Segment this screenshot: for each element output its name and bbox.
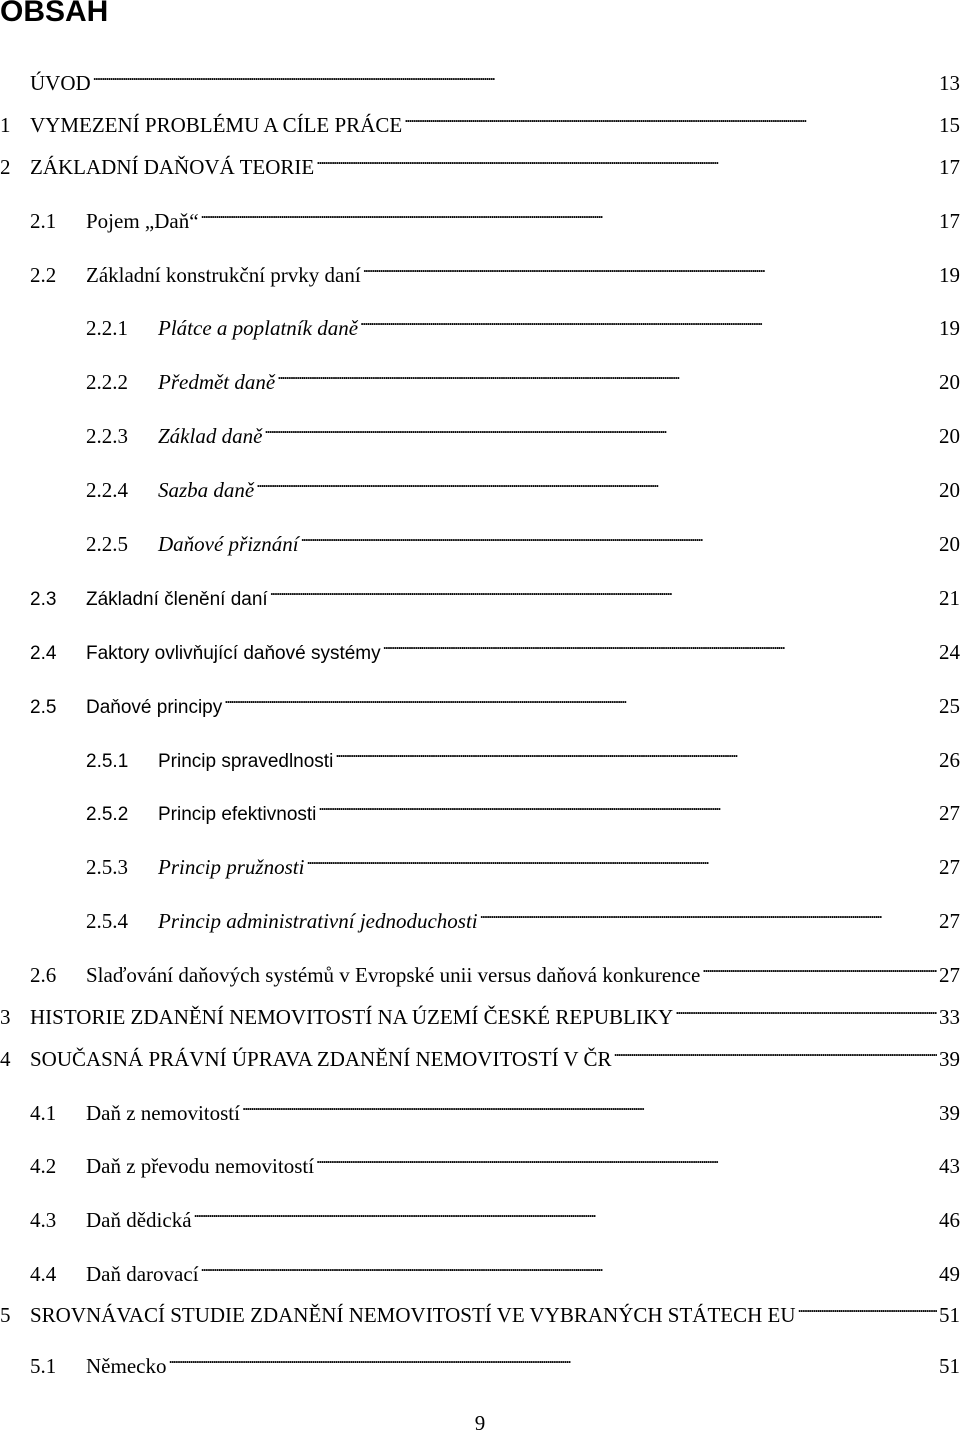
toc-entry[interactable]: [0, 521, 960, 556]
toc-entry-title: SOUČASNÁ PRÁVNÍ ÚPRAVA ZDANĚNÍ NEMOVITOSTÍ V ČR: [30, 1047, 612, 1071]
toc-entry-number: 2.5.4: [86, 909, 128, 933]
toc-entry-number: 2.2: [30, 263, 57, 287]
toc-entry-title: Faktory ovlivňující daňové systémy: [86, 643, 381, 664]
toc-entry-title: Daň darovací: [86, 1262, 199, 1286]
toc-dot-leader: [168, 1343, 937, 1373]
toc-dot-leader: [316, 144, 937, 174]
toc-entry[interactable]: [0, 629, 960, 664]
toc-entry[interactable]: [0, 305, 960, 340]
toc-entry-page: 25: [939, 694, 960, 718]
toc-entry-title: Předmět daně: [158, 370, 276, 394]
toc-entry-number: 2.2.2: [86, 370, 128, 394]
toc-entry-number: 2: [0, 155, 11, 179]
toc-entry-page: 20: [939, 370, 960, 394]
toc-entry-page: 21: [939, 586, 960, 610]
toc-entry-title: Princip pružnosti: [158, 855, 305, 879]
toc-dot-leader: [242, 1090, 937, 1120]
toc-entry-number: 2.1: [30, 209, 57, 233]
toc-entry-title: Základní konstrukční prvky daní: [86, 263, 361, 287]
toc-entry-page: 27: [939, 963, 960, 987]
toc-entry-page: 43: [939, 1154, 960, 1178]
toc-dot-leader: [335, 737, 937, 767]
toc-entry-number: 2.5.2: [86, 804, 129, 825]
toc-dot-leader: [318, 790, 937, 820]
toc-entry-title: Daňové přiznání: [158, 532, 299, 556]
toc-entry-page: 27: [939, 801, 960, 825]
toc-entry-title: Sazba daně: [158, 478, 255, 502]
toc-entry-title: Plátce a poplatník daně: [158, 316, 359, 340]
toc-dot-leader: [277, 359, 937, 389]
toc-entry-number: 4.3: [30, 1208, 57, 1232]
toc-entry[interactable]: [0, 1090, 960, 1125]
toc-entry-number: 2.6: [30, 963, 57, 987]
toc-dot-leader: [613, 1036, 937, 1066]
toc-entry-page: 27: [939, 909, 960, 933]
toc-entry[interactable]: [0, 790, 960, 825]
page-number: 9: [474, 1411, 486, 1435]
toc-entry-title: Německo: [86, 1354, 167, 1378]
toc-entry-title: SROVNÁVACÍ STUDIE ZDANĚNÍ NEMOVITOSTÍ VE VYBRANÝCH STÁTECH EU: [30, 1303, 796, 1327]
toc-entry-title: HISTORIE ZDANĚNÍ NEMOVITOSTÍ NA ÚZEMÍ ČESKÉ REPUBLIKY: [30, 1005, 674, 1029]
toc-entry[interactable]: [0, 898, 960, 933]
toc-entry-title: Daň dědická: [86, 1208, 192, 1232]
toc-entry-title: VYMEZENÍ PROBLÉMU A CÍLE PRÁCE: [30, 113, 403, 137]
toc-entry-page: 39: [939, 1101, 960, 1125]
toc-entry-page: 19: [939, 316, 960, 340]
toc-entry[interactable]: [0, 994, 960, 1029]
toc-entry[interactable]: [0, 1197, 960, 1232]
toc-entry-number: 2.5.3: [86, 855, 128, 879]
toc-entry[interactable]: [0, 144, 960, 179]
toc-entry[interactable]: [0, 575, 960, 610]
toc-entry-page: 15: [939, 113, 960, 137]
toc-entry-page: 51: [939, 1354, 960, 1378]
toc-entry[interactable]: [0, 1143, 960, 1178]
toc-dot-leader: [224, 683, 937, 713]
toc-dot-leader: [270, 575, 937, 605]
toc-entry[interactable]: [0, 60, 960, 95]
toc-entry[interactable]: [0, 1292, 960, 1327]
toc-entry[interactable]: [0, 413, 960, 448]
toc-entry[interactable]: [0, 952, 960, 987]
toc-entry[interactable]: [0, 198, 960, 233]
toc-entry-page: 20: [939, 424, 960, 448]
toc-entry-page: 19: [939, 263, 960, 287]
toc-entry-page: 26: [939, 748, 960, 772]
toc-entry-page: 20: [939, 478, 960, 502]
toc-entry-page: 46: [939, 1208, 960, 1232]
toc-entry-number: 4.4: [30, 1262, 57, 1286]
toc-entry[interactable]: [0, 683, 960, 718]
toc-entry[interactable]: [0, 1251, 960, 1286]
toc-entry-number: 4.1: [30, 1101, 57, 1125]
toc-entry-title: Princip efektivnosti: [158, 804, 317, 825]
toc-entry[interactable]: [0, 737, 960, 772]
toc-dot-leader: [404, 102, 937, 132]
toc-entry-page: 51: [939, 1303, 960, 1327]
toc-dot-leader: [301, 521, 937, 551]
toc-entry-page: 49: [939, 1262, 960, 1286]
toc-entry-number: 2.3: [30, 589, 57, 610]
toc-dot-leader: [264, 413, 937, 443]
toc-entry[interactable]: [0, 1036, 960, 1071]
toc-dot-leader: [480, 898, 937, 928]
toc-entry[interactable]: [0, 359, 960, 394]
toc-entry[interactable]: [0, 102, 960, 137]
toc-entry[interactable]: [0, 252, 960, 287]
toc-entry-number: 2.2.5: [86, 532, 128, 556]
toc-entry-number: 5.1: [30, 1354, 57, 1378]
toc-entry-title: ZÁKLADNÍ DAŇOVÁ TEORIE: [30, 155, 315, 179]
toc-entry[interactable]: [0, 467, 960, 502]
toc-entry-number: 3: [0, 1005, 11, 1029]
toc-entry-number: 4: [0, 1047, 11, 1071]
toc-entry[interactable]: [0, 844, 960, 879]
toc-entry-number: 4.2: [30, 1154, 57, 1178]
toc-entry-number: 5: [0, 1303, 11, 1327]
toc-entry-title: ÚVOD: [30, 71, 91, 95]
toc-dot-leader: [201, 198, 937, 228]
toc-entry-page: 27: [939, 855, 960, 879]
toc-entry-number: 2.5.1: [86, 751, 129, 772]
toc-dot-leader: [675, 994, 937, 1024]
toc-entry-title: Princip administrativní jednoduchosti: [158, 909, 478, 933]
toc-entry-title: Základ daně: [158, 424, 263, 448]
toc-entry-title: Základní členění daní: [86, 589, 268, 610]
toc-dot-leader: [93, 60, 937, 90]
toc-dot-leader: [256, 467, 937, 497]
toc-entry-page: 13: [939, 71, 960, 95]
toc-entry-title: Daň z převodu nemovitostí: [86, 1154, 315, 1178]
page-title: OBSAH: [0, 0, 109, 28]
toc-dot-leader: [306, 844, 937, 874]
toc-entry-number: 2.2.3: [86, 424, 128, 448]
toc-entry-title: Daň z nemovitostí: [86, 1101, 240, 1125]
toc-entry-number: 2.2.4: [86, 478, 128, 502]
toc-dot-leader: [383, 629, 937, 659]
toc-dot-leader: [363, 252, 937, 282]
toc-entry-page: 17: [939, 155, 960, 179]
toc-entry-title: Daňové principy: [86, 697, 223, 718]
toc-entry[interactable]: [0, 1343, 960, 1378]
toc-dot-leader: [702, 952, 937, 982]
toc-entry-title: Princip spravedlnosti: [158, 751, 334, 772]
toc-entry-number: 2.4: [30, 643, 57, 664]
toc-dot-leader: [798, 1292, 937, 1322]
toc-entry-page: 20: [939, 532, 960, 556]
toc-dot-leader: [201, 1251, 937, 1281]
toc-entry-page: 39: [939, 1047, 960, 1071]
toc-entry-number: 2.2.1: [86, 316, 128, 340]
toc-entry-page: 17: [939, 209, 960, 233]
toc-entry-number: 2.5: [30, 697, 57, 718]
toc-dot-leader: [194, 1197, 937, 1227]
toc-entry-page: 33: [939, 1005, 960, 1029]
toc-entry-page: 24: [939, 640, 960, 664]
toc-entry-title: Pojem „Daň“: [86, 209, 199, 233]
toc-dot-leader: [316, 1143, 937, 1173]
toc-entry-title: Slaďování daňových systémů v Evropské unii versus daňová konkurence: [86, 963, 701, 987]
toc-dot-leader: [360, 305, 937, 335]
toc-entry-number: 1: [0, 113, 11, 137]
